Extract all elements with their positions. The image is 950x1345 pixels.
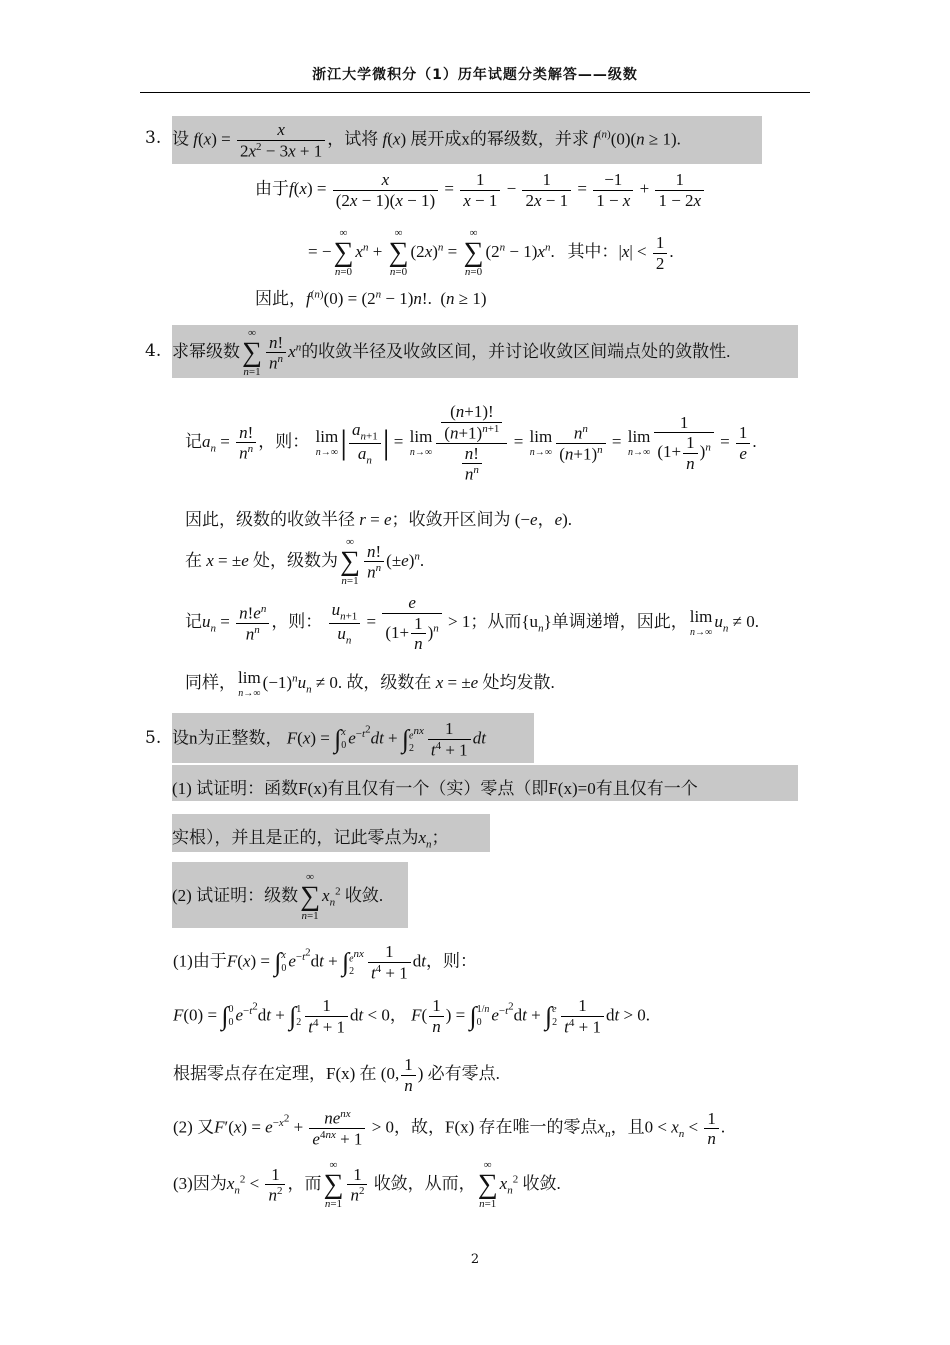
problem-4-divergence: 同样， lim n→∞ $(-1)^nu_n \ne 0$. 故，级数在 x = ±e 处均发散. (185, 668, 555, 699)
problem-3-step-2: = −∞ ∑ $n=0x^n$ + ∞ ∑ $n=0(2x)^n$ = ∞ ∑ $n=0(2^n - 1)x^n$. 其中：|x| < $\frac{1}{2}$ . (308, 227, 674, 278)
problem-4-endpoints: 在 x = ±e 处，级数为∞ ∑ n=1 $\frac{n!}{n^n}$ $(\pm e)^n$. (185, 536, 425, 587)
problem-5-solution-1: (1)由于F(x) = ∫x 0 $e^{-t^2}dt + \int e^{nx}$ 2 $\frac{1}{t^4 + 1}$ dt，则： (173, 942, 477, 983)
header-rule (140, 92, 810, 93)
problem-3-step-1: 由于f(x) = $\frac{x}{(2x - 1)(x - 1)}$ = $\frac{1}{x - 1}$ − $\frac{1}{2x - 1}$ = $\frac{-1}{1 - x}$ + $\frac{1}{1 - 2x}$ (255, 170, 706, 210)
problem-4-monotone: 记$u_n$ = $\frac{n!e^n}{n^n}$ ，则： $\frac{u_{n+1}}{u_n}$ = e (1+ $\frac{1}{n}$ )$^n$ > 1；从而$\{u_n\}$单调递增，因此， lim n→∞ $u_n \ne 0$. (185, 593, 759, 654)
problem-4-number: 4. (145, 341, 162, 361)
problem-4-ratio-test: 记$a_n$ = $\frac{n!}{n^n}$ ，则： lim n→∞ | $\frac{a_{n+1}}{a_n}$ | = lim n→∞ $\frac{\frac{(n+1)!}{(n+1)^{n+1}}}{\frac{n!}{n^n}}$ = lim n→∞ $\frac{n^n}{(n+1)^n}$ = lim n→∞ 1 (1+ $\frac{1}{n}$ )$^n$ = $\frac{1}{e}$ . (185, 402, 757, 484)
problem-5-number: 5. (145, 728, 162, 748)
problem-5-zero-theorem: 根据零点存在定理，F(x) 在 (0, $\frac{1}{n}$ ) 必有零点. (173, 1055, 500, 1095)
problem-5-solution-3: (3)因为$x_n^2$ < $\frac{1}{n^2}$ ，而∞ ∑ n=1 $\frac{1}{n^2}$ 收敛，从而，∞ ∑ $n=1x_n^2$ 收敛. (173, 1159, 561, 1210)
problem-3-conclusion: 因此，$f^{(n)}(0) = (2^n - 1)n$!. (n ≥ 1) (255, 288, 487, 308)
page-header: 浙江大学微积分（1）历年试题分类解答——级数 (312, 67, 638, 83)
problem-4-question: 求幂级数∞ ∑ n=1 $\frac{n!}{n^n}$ $x^n$的收敛半径及收敛区间，并讨论收敛区间端点处的敛散性. (172, 325, 798, 378)
problem-5-solution-2: (2) 又$F'(x) = e^{-x^2}$ + $\frac{ne^{nx}}{e^{4nx} + 1}$ > 0，故，F(x) 存在唯一的零点$x_n$，且$0 < x_n$ < $\frac{1}{n}$ . (173, 1108, 726, 1149)
page-number: 2 (470, 1252, 480, 1267)
problem-5-values: F(0) = ∫0 0 $e^{-t^2}dt + \int 1$ 2 $\frac{1}{t^4 + 1}$ dt < 0， F( $\frac{1}{n}$ ) = ∫1/n 0 $e^{-t^2}dt + \int e$ 2 $\frac{1}{t^4 + 1}$ dt > 0. (173, 996, 651, 1037)
problem-5-part-2: (2) 试证明：级数∞ ∑ $n=1x_n^2$ 收敛. (172, 862, 408, 928)
problem-5-part-1-cont: 实根），并且是正的，记此零点为$x_n$； (172, 814, 490, 852)
problem-3-number: 3. (145, 128, 162, 148)
problem-5-part-1: (1) 试证明：函数F(x)有且仅有一个（实）零点（即F(x)=0有且仅有一个 (172, 765, 798, 801)
problem-3-question: 设 f(x) = $\frac{x}{2x^2 - 3x + 1}$ ，试将 f(x) 展开成x的幂级数，并求 $f^{(n)}(0)(n \ge 1)$. (172, 116, 762, 164)
problem-5-question: 设n为正整数， F(x) = ∫x 0 $e^{-t^2}dt + \int e^{nx}$ 2 $\frac{1}{t^4 + 1}$ dt (172, 713, 534, 763)
problem-4-radius: 因此，级数的收敛半径 r = e；收敛开区间为 (−e，e). (185, 510, 573, 529)
